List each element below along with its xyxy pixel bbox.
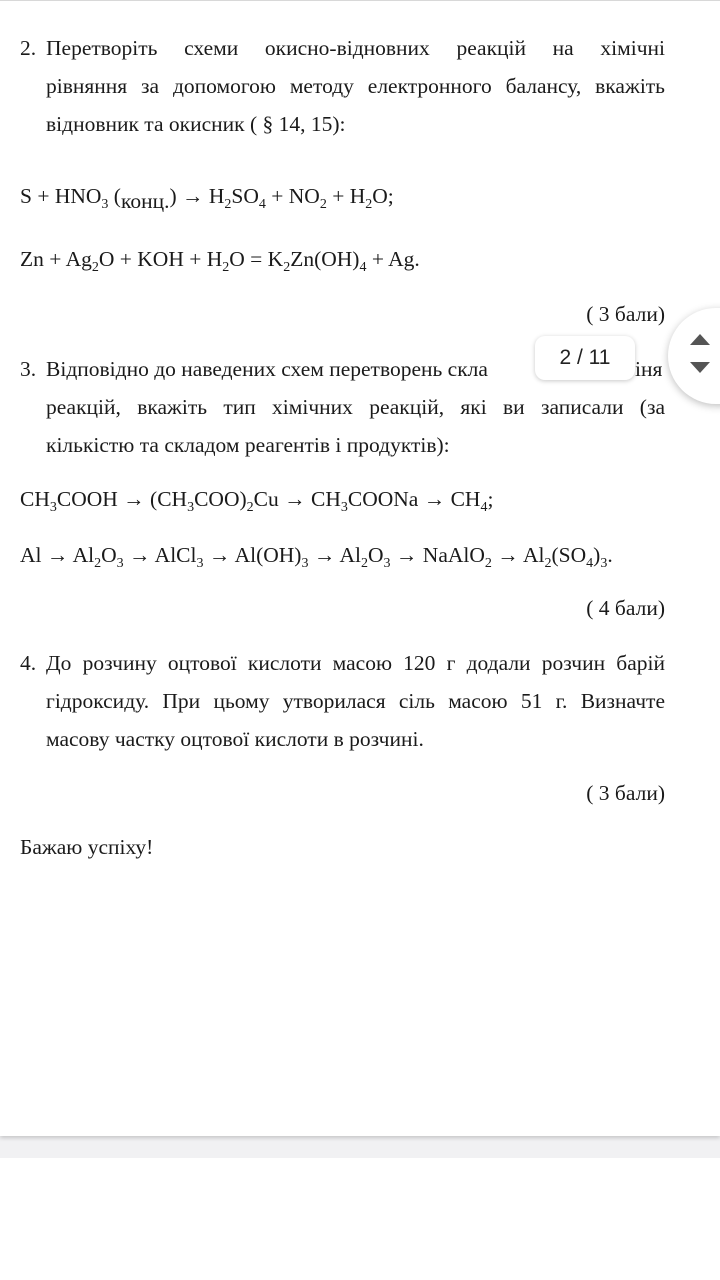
task-4-number: 4. <box>20 651 37 675</box>
chevron-down-icon[interactable] <box>690 362 710 373</box>
task-3-equation-2: $Al \to Al_2O_3$ → AlCl$_3$ → $Al(OH)_3 \to Al_2O_3$ → NaAlO$_2$ → $Al_2(SO_4)_3$. <box>20 543 613 571</box>
task-4-score: ( 3 бали) <box>586 781 665 805</box>
task-4-line-2: гідроксиду. При цьому утворилася сіль масою 51 г. Визначте <box>46 689 665 713</box>
task-2-line-2: рівняння за допомогою методу електронного балансу, вкажіть <box>46 74 665 98</box>
task-2-line-1: Перетворіть схеми окисно-відновних реакцій на хімічні <box>46 36 665 60</box>
page-top-border <box>0 0 720 1</box>
task-2-number: 2. <box>20 36 37 60</box>
task-3-number: 3. <box>20 357 37 381</box>
task-3-equation-1: $CH_3COOH \to (CH_3COO)_2Cu$ → $CH_3COONa \to CH_4$; <box>20 487 494 515</box>
task-3-line-2: реакцій, вкажіть тип хімічних реакцій, які ви записали (за <box>46 395 665 419</box>
task-2-line-3: відновник та окисник ( § 14, 15): <box>46 112 346 136</box>
task-4-line-3: масову частку оцтової кислоти в розчині. <box>46 727 424 751</box>
task-3-line-1: Відповідно до наведених схем перетворень скла <box>46 357 488 381</box>
closing-text: Бажаю успіху! <box>20 835 154 859</box>
task-2-equation-1: $S + HNO_3$ (конц.) → $H_2SO_4 + NO_2 + H_2O$; <box>20 184 394 213</box>
task-2-score: ( 3 бали) <box>586 302 665 326</box>
chevron-up-icon[interactable] <box>690 334 710 345</box>
task-3-line-3: кількістю та складом реагентів і продуктів): <box>46 433 450 457</box>
task-3-line-1-end: іня <box>635 357 663 381</box>
task-3-score: ( 4 бали) <box>586 596 665 620</box>
page-counter-label: 2 / 11 <box>559 346 611 369</box>
task-4-line-1: До розчину оцтової кислоти масою 120 г додали розчин барій <box>46 651 665 675</box>
next-page <box>0 1158 720 1280</box>
task-2-equation-2: $Zn + Ag_2O$ + KOH + $H_2O = K_2Zn(OH)_4 + Ag$. <box>20 247 420 275</box>
page-counter <box>535 336 635 380</box>
